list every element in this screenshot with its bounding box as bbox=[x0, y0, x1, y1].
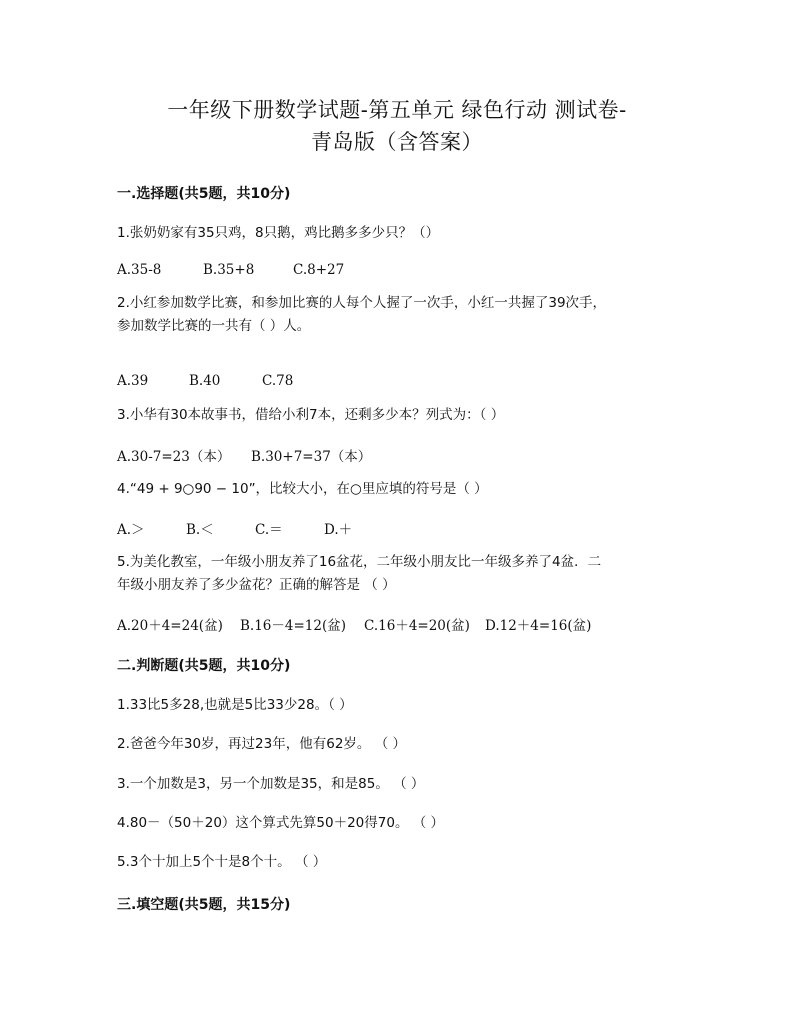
choice-q5-option-d: D.12＋4=16(盆) bbox=[485, 618, 592, 634]
section-heading-judge: 二.判断题(共5题，共10分) bbox=[117, 658, 291, 674]
choice-q2-option-b: B.40 bbox=[189, 373, 221, 389]
choice-q4-option-c: C.＝ bbox=[255, 522, 283, 538]
choice-q4-options bbox=[117, 518, 352, 538]
choice-q1-option-c: C.8+27 bbox=[293, 262, 345, 278]
judge-q2-text: 2.爸爸今年30岁，再过23年，他有62岁。 （ ） bbox=[117, 736, 406, 752]
choice-q3-text: 3.小华有30本故事书，借给小利7本，还剩多少本？列式为：（ ） bbox=[117, 407, 505, 423]
choice-q2-text-line-1: 2.小红参加数学比赛，和参加比赛的人每个人握了一次手，小红一共握了39次手， bbox=[117, 295, 607, 311]
judge-q4-text: 4.80－（50＋20）这个算式先算50＋20得70。 （ ） bbox=[117, 815, 445, 831]
choice-q1-option-b: B.35+8 bbox=[203, 262, 255, 278]
judge-q5-text: 5.3个十加上5个十是8个十。 （ ） bbox=[117, 854, 327, 870]
choice-q1-option-a: A.35-8 bbox=[117, 262, 162, 278]
choice-q5-option-a: A.20＋4=24(盆) bbox=[117, 618, 223, 634]
choice-q2-text-line-2: 参加数学比赛的一共有（ ）人。 bbox=[117, 318, 311, 334]
page-title-line-2: 青岛版（含答案） bbox=[311, 130, 483, 154]
choice-q1-options bbox=[117, 262, 344, 278]
choice-q4-option-a: A.＞ bbox=[117, 522, 145, 538]
choice-q5-text-line-1: 5.为美化教室，一年级小朋友养了16盆花，二年级小朋友比一年级多养了4盆．二 bbox=[117, 554, 602, 570]
choice-q5-option-b: B.16－4=12(盆) bbox=[240, 618, 347, 634]
choice-q4-option-b: B.＜ bbox=[186, 522, 214, 538]
choice-q5-text-line-2: 年级小朋友养了多少盆花？正确的解答是 （ ） bbox=[117, 577, 396, 593]
choice-q4-option-d: D.＋ bbox=[324, 522, 353, 538]
choice-q1-text: 1.张奶奶家有35只鸡，8只鹅，鸡比鹅多多少只？（） bbox=[117, 225, 440, 241]
choice-q2-option-a: A.39 bbox=[117, 373, 149, 389]
choice-q5-option-c: C.16＋4=20(盆) bbox=[364, 618, 470, 634]
section-heading-choice: 一.选择题(共5题，共10分) bbox=[117, 186, 291, 202]
section-heading-fill: 三.填空题(共5题，共15分) bbox=[117, 897, 291, 913]
judge-q1-text: 1.33比5多28,也就是5比33少28。（ ） bbox=[117, 697, 353, 713]
choice-q4-text: 4.“49 + 9○90 − 10”，比较大小，在○里应填的符号是（ ） bbox=[117, 481, 488, 497]
choice-q5-options bbox=[117, 614, 591, 634]
choice-q3-options bbox=[117, 445, 371, 465]
choice-q3-option-b: B.30+7=37（本） bbox=[251, 449, 372, 465]
page-title-line-1: 一年级下册数学试题-第五单元 绿色行动 测试卷- bbox=[167, 98, 627, 122]
judge-q3-text: 3.一个加数是3，另一个加数是35，和是85。 （ ） bbox=[117, 776, 425, 792]
choice-q3-option-a: A.30-7=23（本） bbox=[117, 449, 231, 465]
choice-q2-option-c: C.78 bbox=[262, 373, 294, 389]
choice-q2-options bbox=[117, 373, 293, 389]
